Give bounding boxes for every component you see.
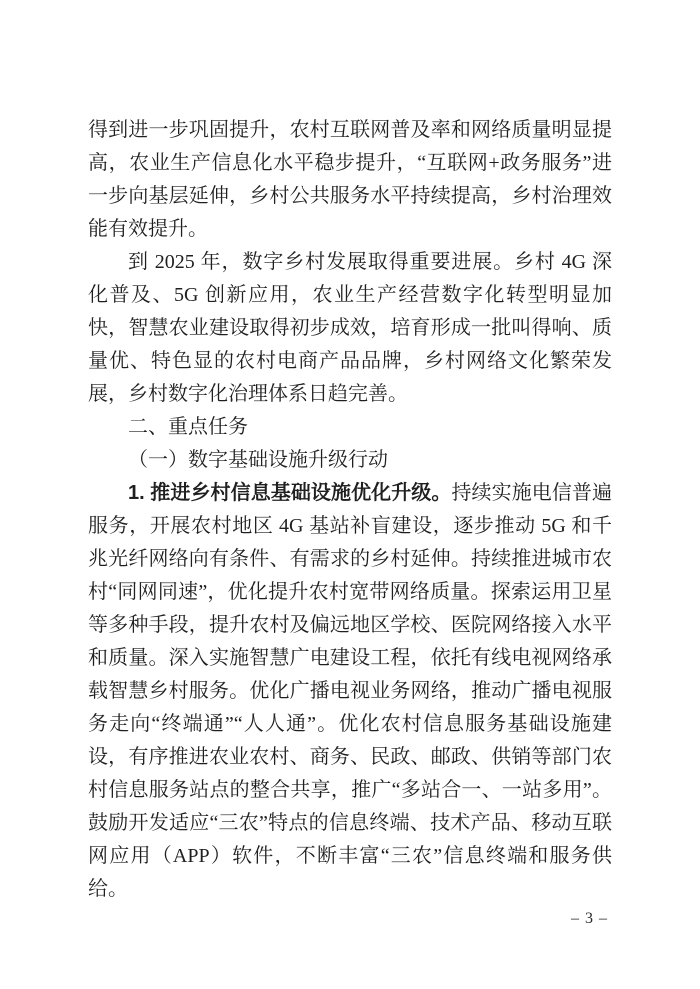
task-1-bold-title: 1. 推进乡村信息基础设施优化升级。 — [128, 482, 452, 504]
task-1-body-text: 持续实施电信普遍服务，开展农村地区 4G 基站补盲建设，逐步推动 5G 和千兆光纤网络向有条件、有需求的乡村延伸。持续推进城市农村“同网同速”，优化提升农村宽带网络质量。探索运用卫星等多种手段，提升农村及偏远地区学校、医院网络接入水平和质量。深入实施智慧广电建设工程，依托有线电视网络承载智慧乡村服务。优化广播电视业务网络，推动广播电视服务走向“终端通”“人人通”。优化农村信息服务基础设施建设，有序推进农业农村、商务、民政、邮政、供销等部门农村信息服务站点的整合共享，推广“多站合一、一站多用”。鼓励开发适应“三农”特点的信息终端、技术产品、移动互联网应用（APP）软件，不断丰富“三农”信息终端和服务供给。 — [88, 482, 613, 900]
paragraph-2025-goals: 到 2025 年，数字乡村发展取得重要进展。乡村 4G 深化普及、5G 创新应用，农业生产经营数字化转型明显加快，智慧农业建设取得初步成效，培育形成一批叫得响、质量优、特色显的农村电商产品品牌，乡村网络文化繁荣发展，乡村数字化治理体系日趋完善。 — [88, 251, 612, 405]
task-1-paragraph — [88, 477, 612, 906]
section-heading-key-tasks: 二、重点任务 — [128, 416, 248, 438]
subsection-heading-digital-infrastructure: （一）数字基础设施升级行动 — [128, 449, 388, 471]
document-body — [88, 114, 612, 906]
page-number: – 3 – — [571, 910, 608, 927]
paragraph-continued-from-previous-page: 得到进一步巩固提升，农村互联网普及率和网络质量明显提高，农业生产信息化水平稳步提升，“互联网+政务服务”进一步向基层延伸，乡村公共服务水平持续提高，乡村治理效能有效提升。 — [88, 119, 612, 240]
